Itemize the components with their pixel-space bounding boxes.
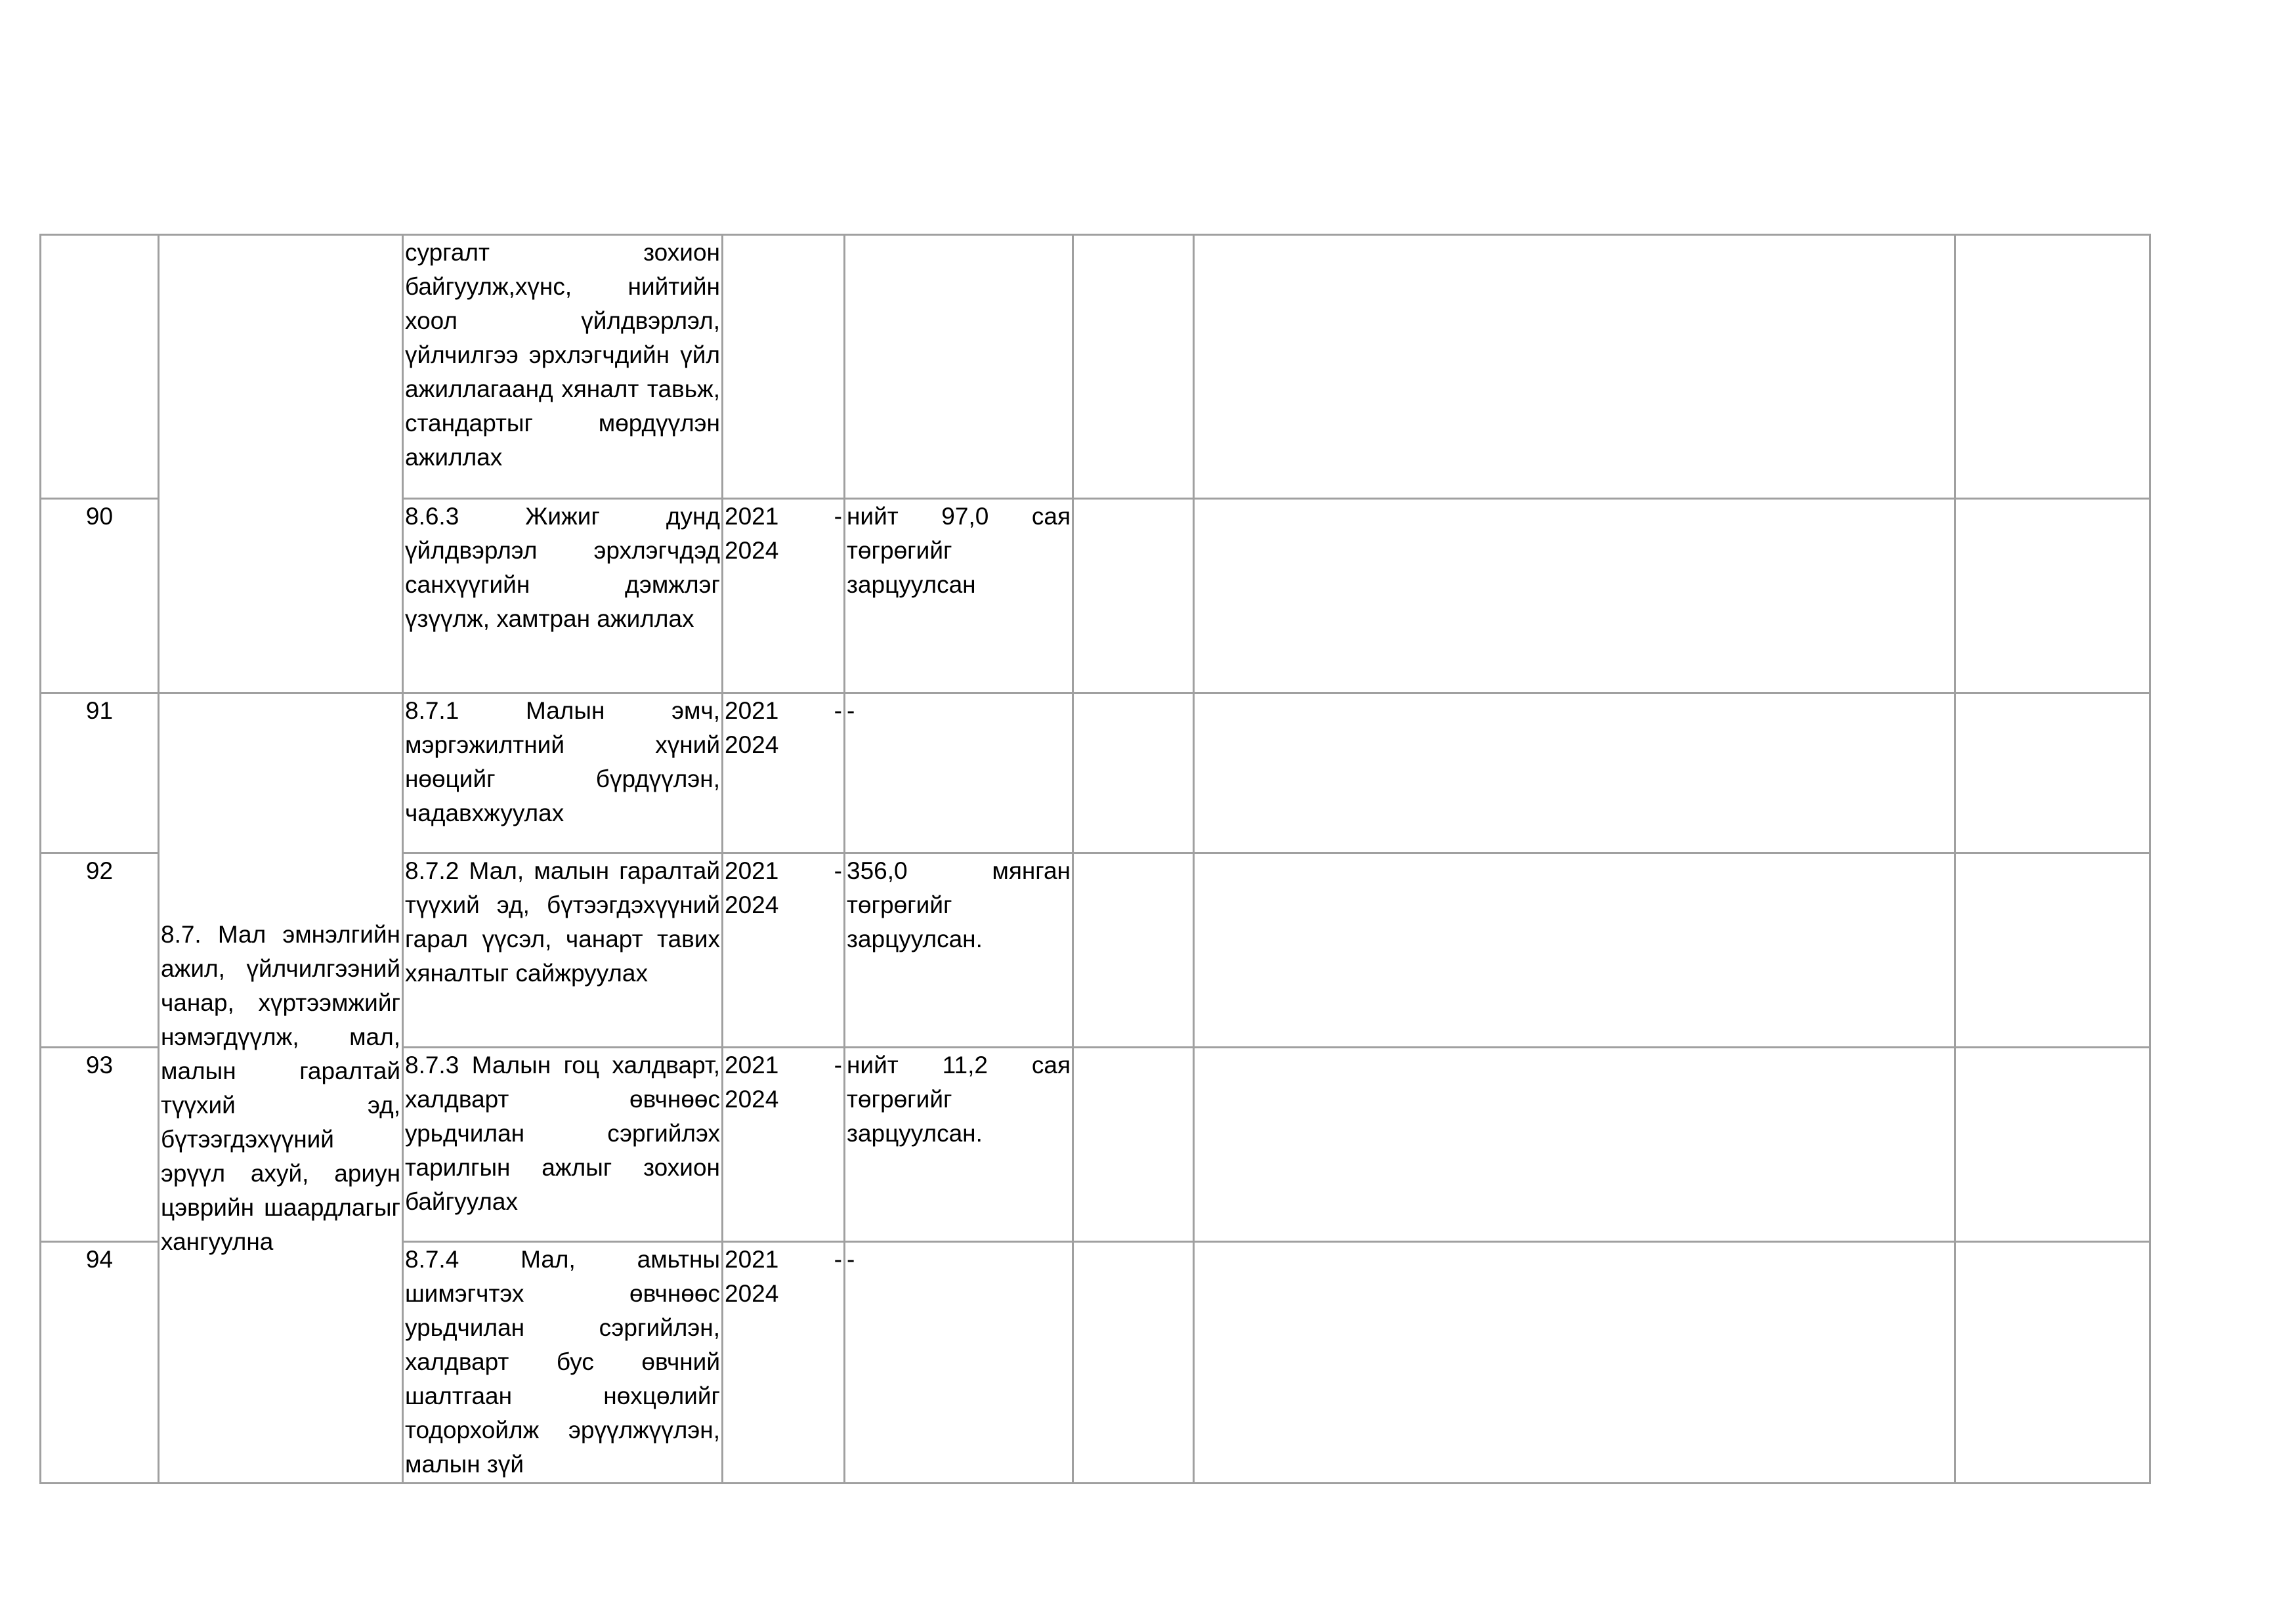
period-dash: - (834, 857, 842, 884)
task-cell (403, 235, 723, 499)
empty-cell (1073, 853, 1194, 1048)
empty-cell (1194, 499, 1955, 693)
result-text: - (847, 697, 855, 724)
empty-cell (1073, 1048, 1194, 1242)
period-cell (723, 1242, 845, 1484)
empty-cell (1073, 235, 1194, 499)
row-number: 94 (41, 1242, 159, 1484)
period-cell (723, 853, 845, 1048)
result-text: 356,0 мянган төгрөгийг зарцуулсан. (847, 857, 1071, 952)
empty-cell (1073, 1242, 1194, 1484)
task-text: 8.6.3 Жижиг дунд үйлдвэрлэл эрхлэгчдэд санхүүгийн дэмжлэг үзүүлж, хамтран ажиллах (405, 503, 720, 632)
result-cell (845, 1048, 1073, 1242)
task-cell (403, 1242, 723, 1484)
empty-cell (1194, 693, 1955, 853)
table-row (41, 235, 2150, 499)
period-cell (723, 693, 845, 853)
period-cell (723, 235, 845, 499)
table-row (41, 693, 2150, 853)
empty-cell (1955, 853, 2150, 1048)
task-cell (403, 499, 723, 693)
task-text: 8.7.4 Мал, амьтны шимэгчтэх өвчнөөс урьдчилан сэргийлэн, халдварт бус өвчний шалтгаан нөхцөлийг тодорхойлж эрүүлжүүлэн, малын зүй (405, 1246, 720, 1478)
empty-cell (1194, 1048, 1955, 1242)
empty-cell (1955, 693, 2150, 853)
empty-cell (1955, 499, 2150, 693)
period-cell (723, 1048, 845, 1242)
task-text: 8.7.1 Малын эмч, мэргэжилтний хүний нөөцийг бүрдүүлэн, чадавхжуулах (405, 697, 720, 826)
plan-report-table (39, 234, 2151, 1484)
empty-cell (1955, 235, 2150, 499)
result-text: нийт 97,0 сая төгрөгийг зарцуулсан (847, 503, 1071, 598)
period-dash: - (834, 1246, 842, 1273)
task-cell (403, 853, 723, 1048)
row-number: 93 (41, 1048, 159, 1242)
objective-cell-8-6 (159, 235, 403, 693)
period-end: 2024 (725, 537, 779, 564)
period-end: 2024 (725, 1280, 779, 1307)
task-text: сургалт зохион байгуулж,хүнс, нийтийн хоол үйлдвэрлэл, үйлчилгээ эрхлэгчдийн үйл ажиллагаанд хяналт тавьж, стандартыг мөрдүүлэн ажиллах (405, 239, 720, 471)
period-dash: - (834, 1052, 842, 1079)
period-start: 2021 (725, 857, 779, 884)
period-end: 2024 (725, 1086, 779, 1113)
row-number: 90 (41, 499, 159, 693)
empty-cell (1955, 1048, 2150, 1242)
period-cell (723, 499, 845, 693)
objective-text: 8.7. Мал эмнэлгийн ажил, үйлчилгээний чанар, хүртээмжийг нэмэгдүүлж, мал, малын гаралтай түүхий эд, бүтээгдэхүүний эрүүл ахуй, ариун цэврийн шаардлагыг хангуулна (161, 920, 400, 1255)
result-text: нийт 11,2 сая төгрөгийг зарцуулсан. (847, 1052, 1071, 1147)
empty-cell (1073, 693, 1194, 853)
task-text: 8.7.2 Мал, малын гаралтай түүхий эд, бүтээгдэхүүний гарал үүсэл, чанарт тавих хяналтыг сайжруулах (405, 857, 720, 987)
result-cell (845, 235, 1073, 499)
period-end: 2024 (725, 731, 779, 758)
result-cell (845, 853, 1073, 1048)
task-text: 8.7.3 Малын гоц халдварт, халдварт өвчнөөс урьдчилан сэргийлэх тарилгын ажлыг зохион байгуулах (405, 1052, 720, 1215)
task-cell (403, 1048, 723, 1242)
result-cell (845, 1242, 1073, 1484)
task-cell (403, 693, 723, 853)
empty-cell (1194, 1242, 1955, 1484)
period-start: 2021 (725, 1052, 779, 1079)
period-start: 2021 (725, 697, 779, 724)
result-text: - (847, 1246, 855, 1273)
empty-cell (1073, 499, 1194, 693)
row-number: 92 (41, 853, 159, 1048)
empty-cell (1194, 853, 1955, 1048)
period-end: 2024 (725, 891, 779, 918)
result-cell (845, 499, 1073, 693)
row-number (41, 235, 159, 499)
period-start: 2021 (725, 503, 779, 530)
empty-cell (1194, 235, 1955, 499)
period-start: 2021 (725, 1246, 779, 1273)
row-number: 91 (41, 693, 159, 853)
empty-cell (1955, 1242, 2150, 1484)
period-dash: - (834, 503, 842, 530)
result-cell (845, 693, 1073, 853)
period-dash: - (834, 697, 842, 724)
objective-cell-8-7 (159, 693, 403, 1484)
